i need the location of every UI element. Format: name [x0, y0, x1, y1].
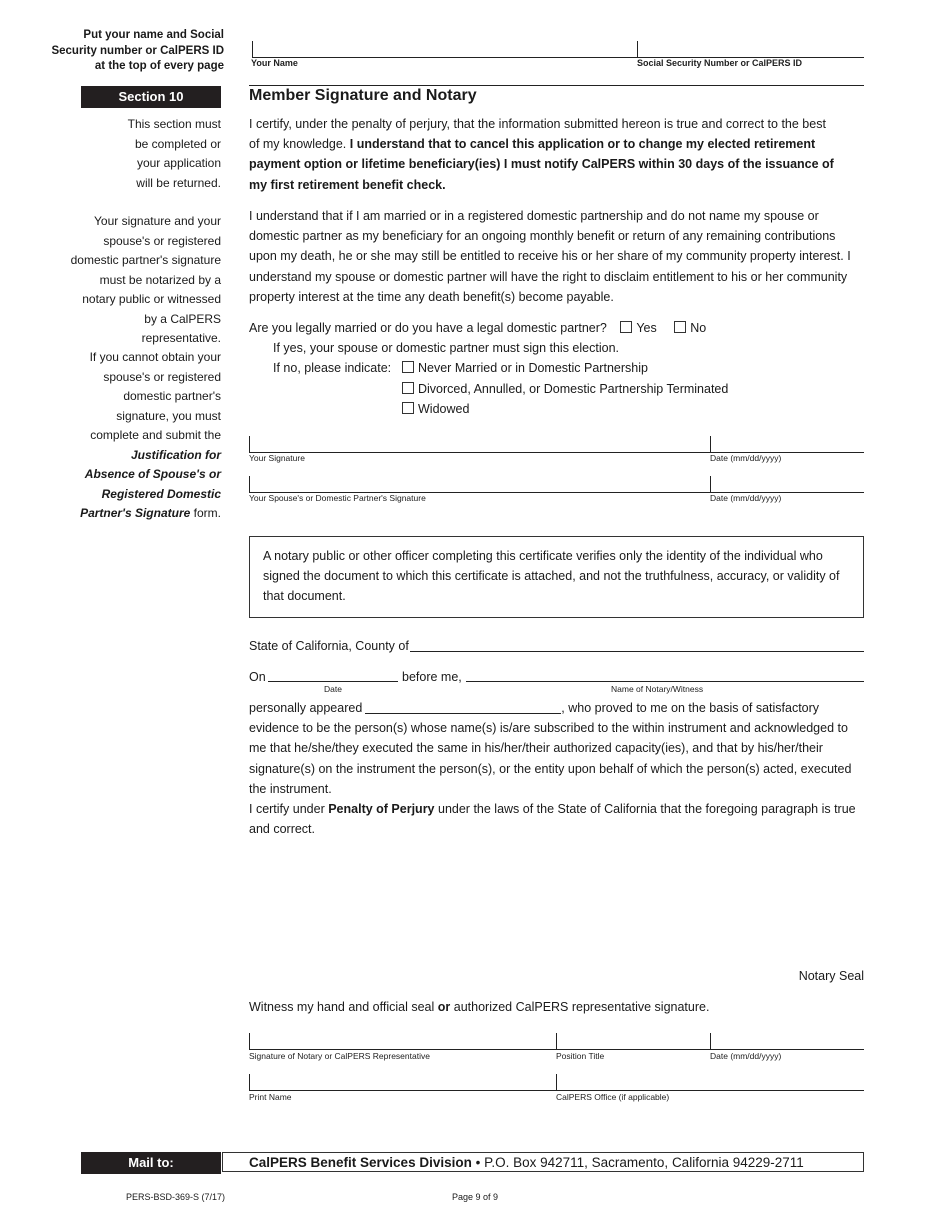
- never-married-checkbox[interactable]: [402, 361, 414, 373]
- widowed-checkbox[interactable]: [402, 402, 414, 414]
- certify-paragraph: [249, 114, 839, 195]
- marital-question-row: [249, 318, 864, 338]
- print-name-tick: [249, 1074, 250, 1090]
- header-instruction: Put your name and Social Security number or CalPERS ID at the top of every page: [51, 29, 224, 72]
- witness-statement: [249, 997, 864, 1017]
- mail-to-label: Mail to:: [81, 1152, 221, 1174]
- acknowledgment-paragraph: [249, 698, 867, 839]
- widowed-label: Widowed: [418, 402, 470, 416]
- status-widowed[interactable]: [402, 399, 852, 419]
- title-rule: [249, 85, 864, 86]
- sidebar-absence-text: If you cannot obtain your spouse's or registered domestic partner's signature, you must complete and submit the: [89, 350, 221, 442]
- member-date-label: Date (mm/dd/yyyy): [710, 453, 782, 463]
- justification-form-name: Justification for Absence of Spouse's or Registered Domestic Partner's Signature: [80, 447, 221, 520]
- community-property-paragraph: I understand that if I am married or in a registered domestic partnership and do not name my spouse or domestic partner as my beneficiary for an ongoing monthly benefit or return of any remaining contributions upon my death, he or she may still be entitled to receive his or her share of my community property interest. I understand my spouse or domestic partner will have the right to disclaim entitlement to his or her community property interest at the time any death benefit(s) become payable.: [249, 209, 851, 304]
- member-sig-tick: [249, 436, 250, 452]
- spouse-date-label: Date (mm/dd/yyyy): [710, 493, 782, 503]
- notary-date-label: Date: [324, 684, 342, 694]
- on-label: On: [249, 670, 266, 684]
- representative-signature-line[interactable]: [249, 1033, 864, 1050]
- sidebar-required-note: This section must be completed or your application will be returned.: [127, 117, 221, 190]
- rep-sig-tick: [249, 1033, 250, 1049]
- sidebar-absence-note: [40, 348, 221, 524]
- calpers-office-label: CalPERS Office (if applicable): [556, 1092, 670, 1102]
- your-signature-label: Your Signature: [249, 453, 305, 463]
- no-label: No: [690, 321, 707, 335]
- before-me-label: before me,: [402, 670, 462, 684]
- section-label: Section 10: [81, 86, 221, 108]
- state-county-label: State of California, County of: [249, 639, 409, 653]
- office-tick: [556, 1074, 557, 1090]
- yes-option[interactable]: [620, 321, 656, 335]
- never-married-label: Never Married or in Domestic Partnership: [418, 361, 648, 375]
- witness-or: or: [437, 1000, 451, 1014]
- appeared-text: , who proved to me on the basis of satisfactory evidence to be the person(s) whose name(s) is/are subscribed to the within instrument and acknowledged to me that he/she/they executed the same in his/her/their authorized capacity(ies), and that by his/her/their signature(s) on the instrument the person(s), or the entity upon behalf of which the person(s) acted, executed the instrument.: [249, 701, 852, 796]
- sidebar-absence-form: form.: [193, 506, 221, 520]
- yes-checkbox[interactable]: [620, 321, 632, 333]
- if-yes-note: If yes, your spouse or domestic partner must sign this election.: [273, 341, 619, 355]
- ssn-label: Social Security Number or CalPERS ID: [637, 58, 803, 68]
- sidebar-notarize-note: Your signature and your spouse's or registered domestic partner's signature must be notarized by a notary public or witnessed by a CalPERS representative.: [70, 214, 221, 345]
- spouse-date-tick: [710, 476, 711, 492]
- your-name-label: Your Name: [251, 58, 298, 68]
- rep-signature-label: Signature of Notary or CalPERS Representative: [249, 1051, 430, 1061]
- mail-division: CalPERS Benefit Services Division: [249, 1155, 472, 1170]
- divorced-checkbox[interactable]: [402, 382, 414, 394]
- ssn-input[interactable]: [638, 41, 864, 58]
- status-divorced[interactable]: [402, 379, 852, 399]
- notary-date-input-line[interactable]: [268, 681, 398, 682]
- divorced-label: Divorced, Annulled, or Domestic Partnership Terminated: [418, 382, 729, 396]
- notary-seal-label: Notary Seal: [798, 969, 864, 983]
- penalty-text-b: under the laws of the State of California that the foregoing paragraph is true and correct.: [249, 802, 856, 837]
- spouse-signature-label: Your Spouse's or Domestic Partner's Signature: [249, 493, 426, 503]
- member-date-tick: [710, 436, 711, 452]
- mail-address: • P.O. Box 942711, Sacramento, California 94229-2711: [471, 1155, 804, 1170]
- notary-notice-text: A notary public or other officer completing this certificate verifies only the identity of the individual who signed the document to which this certificate is attached, and not the truthfulness, accuracy, or validity of that document.: [263, 549, 840, 604]
- marital-question: Are you legally married or do you have a legal domestic partner?: [249, 321, 607, 335]
- certify-plain: I certify, under the penalty of perjury, that the information submitted hereon is true and correct to the best of my knowledge.: [249, 117, 826, 152]
- penalty-of-perjury: Penalty of Perjury: [328, 802, 435, 817]
- notary-name-label: Name of Notary/Witness: [611, 684, 704, 694]
- page-number: Page 9 of 9: [452, 1192, 499, 1202]
- spouse-sig-tick: [249, 476, 250, 492]
- appeared-name-input-line[interactable]: [365, 701, 561, 714]
- mail-address-box: [222, 1152, 864, 1172]
- print-name-line[interactable]: [249, 1074, 864, 1091]
- print-name-label: Print Name: [249, 1092, 292, 1102]
- rep-date-label: Date (mm/dd/yyyy): [710, 1051, 782, 1061]
- witness-text-b: authorized CalPERS representative signature.: [453, 1000, 710, 1014]
- county-input-line[interactable]: [410, 651, 864, 652]
- form-id: PERS-BSD-369-S (7/17): [126, 1192, 226, 1202]
- position-title-label: Position Title: [556, 1051, 605, 1061]
- status-never-married[interactable]: [402, 358, 852, 378]
- position-tick: [556, 1033, 557, 1049]
- spouse-signature-line[interactable]: [249, 476, 864, 493]
- certify-bold: I understand that to cancel this application or to change my elected retirement payment option or lifetime beneficiary(ies) I must notify CalPERS within 30 days of the issuance of my first retirement benefit check.: [249, 137, 834, 192]
- no-option[interactable]: [674, 321, 706, 335]
- if-no-note: If no, please indicate:: [273, 361, 392, 375]
- rep-date-tick: [710, 1033, 711, 1049]
- appeared-label: personally appeared: [249, 701, 363, 715]
- member-signature-line[interactable]: [249, 436, 864, 453]
- no-checkbox[interactable]: [674, 321, 686, 333]
- yes-label: Yes: [636, 321, 657, 335]
- notary-name-input-line[interactable]: [466, 681, 864, 682]
- section-title: Member Signature and Notary: [249, 87, 477, 104]
- witness-text-a: Witness my hand and official seal: [249, 1000, 435, 1014]
- your-name-input[interactable]: [252, 41, 636, 58]
- penalty-text-a: I certify under: [249, 802, 325, 817]
